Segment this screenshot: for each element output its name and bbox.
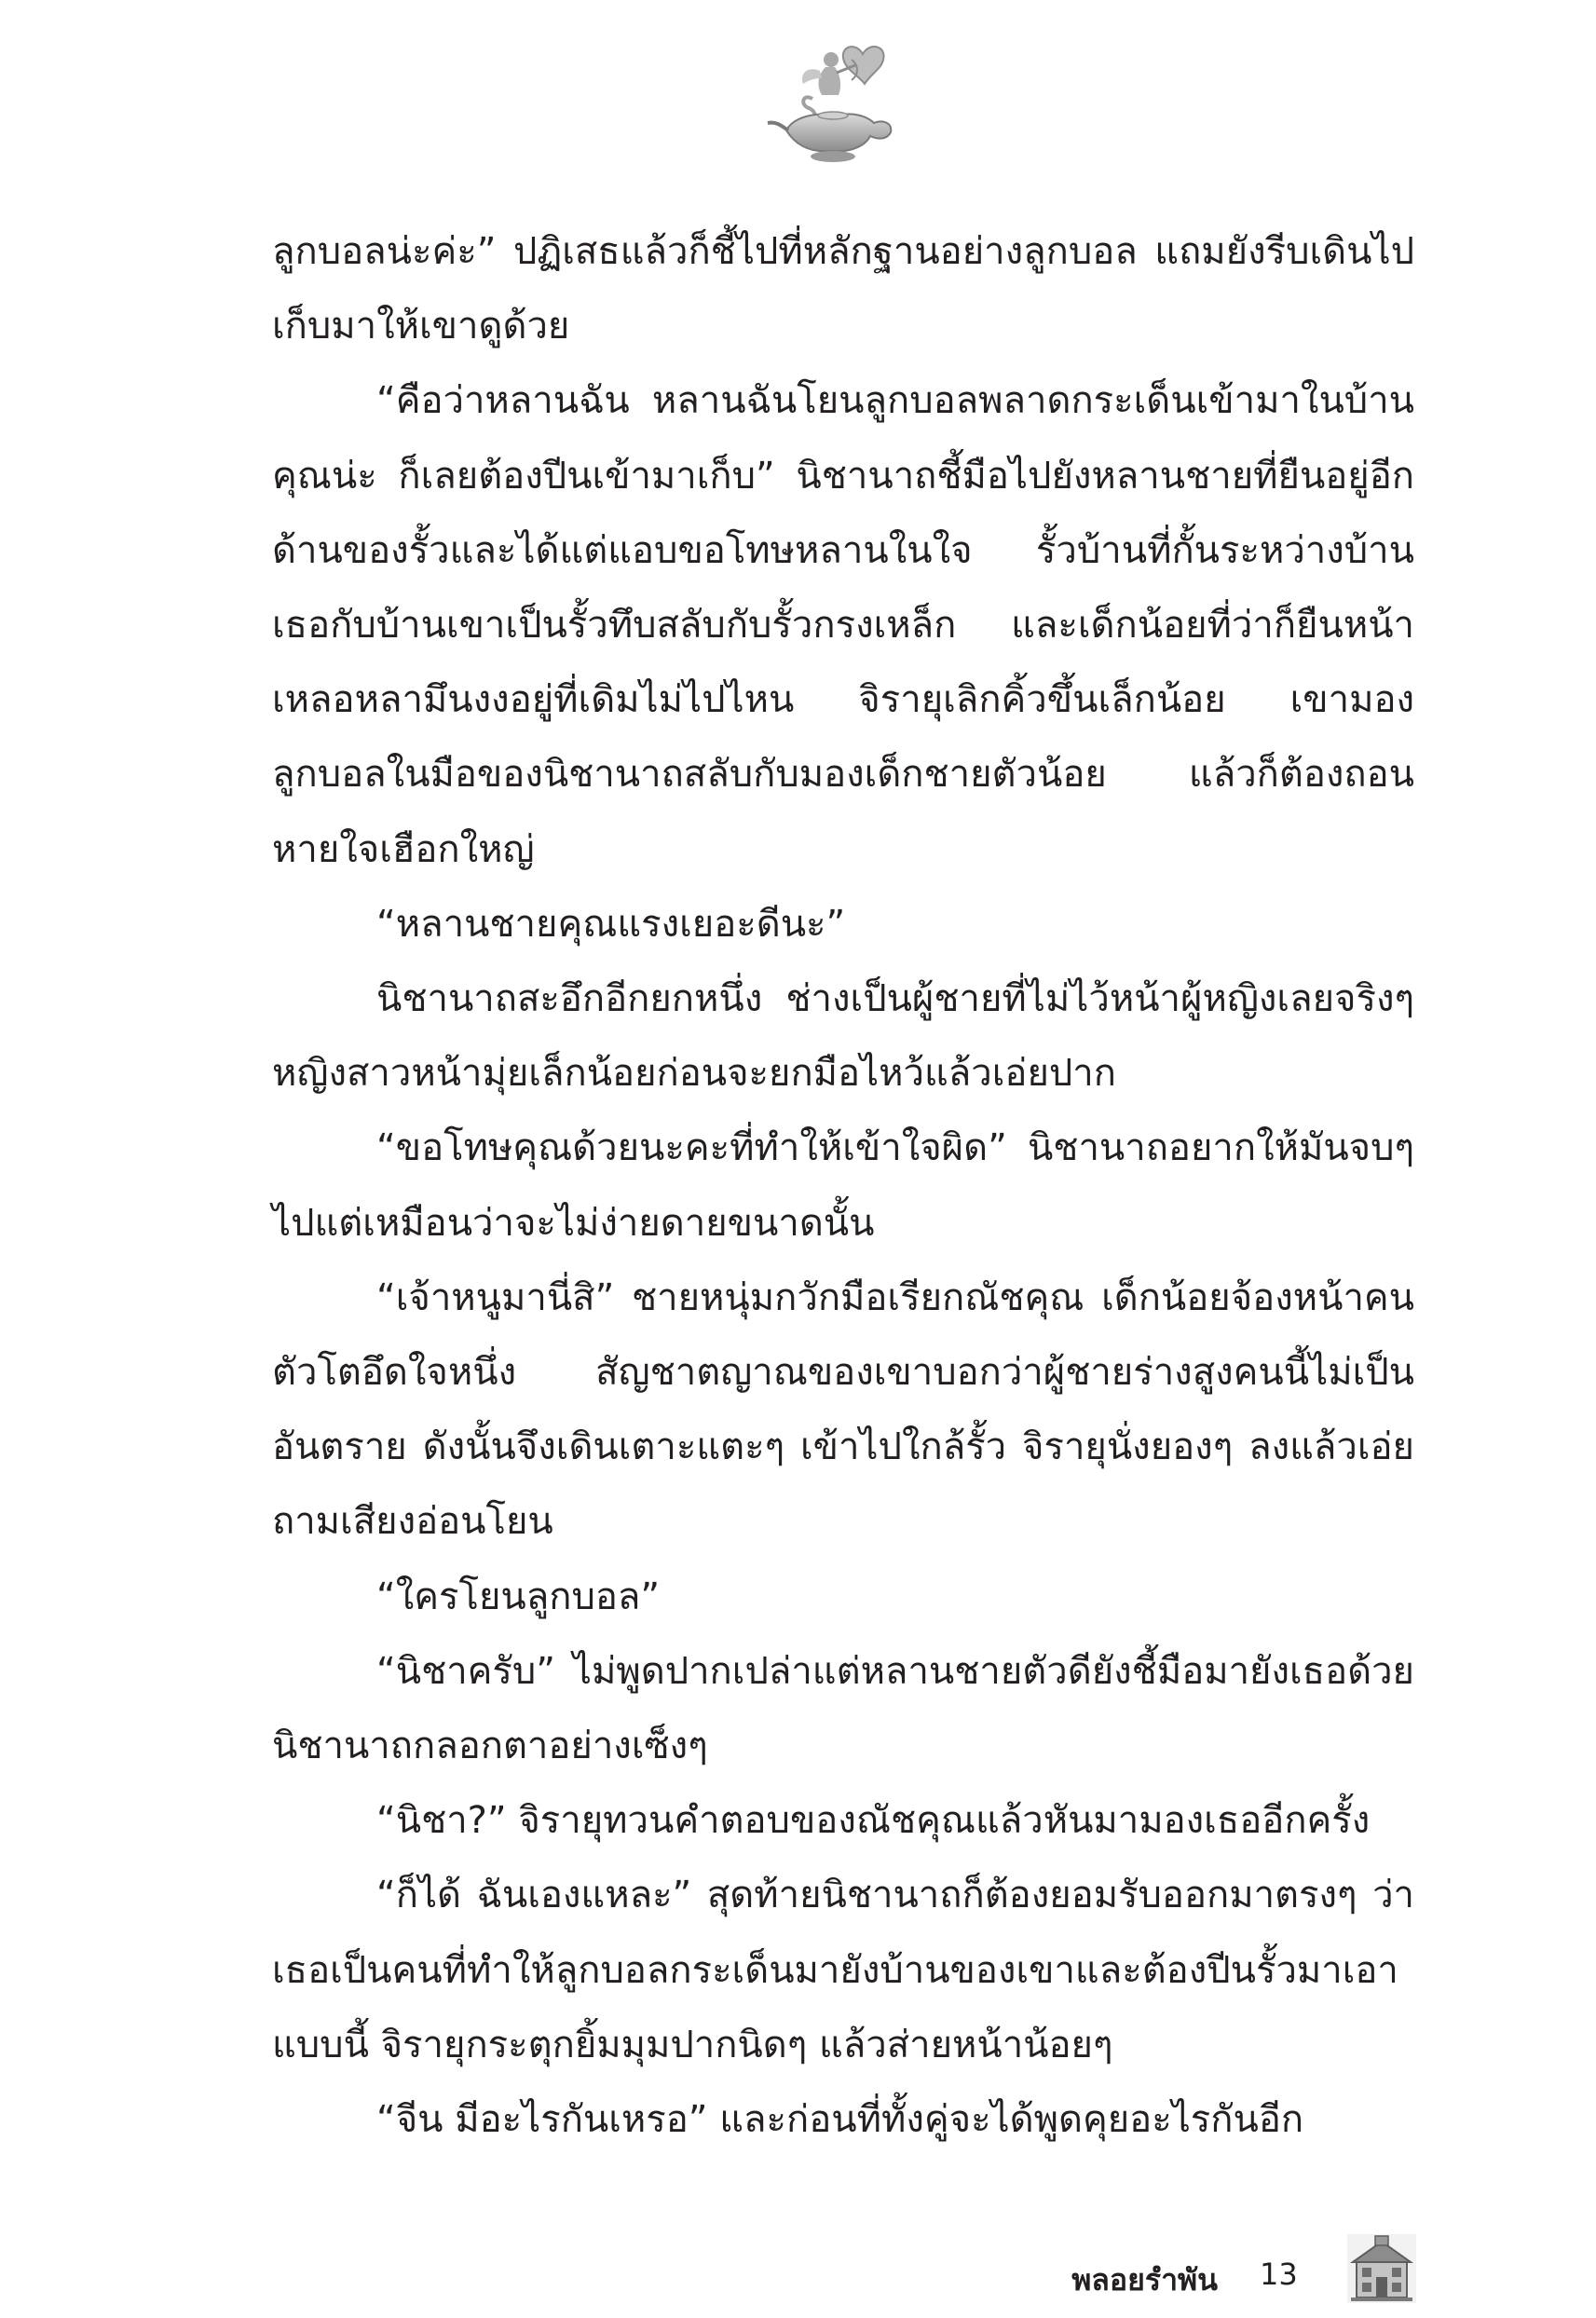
- body-text: [272, 214, 1414, 2157]
- paragraph-9: “นิชา?” จิรายุทวนคำตอบของณัชคุณแล้วหันมามองเธออีกครั้ง: [376, 1799, 1371, 1843]
- paragraph-7: “ใครโยนลูกบอล”: [376, 1575, 661, 1618]
- paragraph-3: “หลานชายคุณแรงเยอะดีนะ”: [376, 902, 846, 946]
- book-title: พลอยรำพัน: [1071, 2262, 1218, 2298]
- paragraph-4: นิชานาถสะอึกอีกยกหนึ่ง ช่างเป็นผู้ชายที่ไม่ไว้หน้าผู้หญิงเลยจริงๆ หญิงสาวหน้ามุ่ยเล็กน้อยก่อนจะยกมือไหว้แล้วเอ่ยปาก: [272, 977, 1414, 1096]
- paragraph-6: “เจ้าหนูมานี่สิ” ชายหนุ่มกวักมือเรียกณัชคุณ เด็กน้อยจ้องหน้าคนตัวโตอึดใจหนึ่ง สัญชาตญาณของเขาบอกว่าผู้ชายร่างสูงคนนี้ไม่เป็นอันตราย ดังนั้นจึงเดินเตาะแตะๆ เข้าไปใกล้รั้ว จิรายุนั่งยองๆ ลงแล้วเอ่ยถามเสียงอ่อนโยน: [272, 1275, 1414, 1544]
- page-footer: [0, 2234, 1596, 2318]
- magic-lamp-ornament-icon: [762, 37, 902, 168]
- paragraph-10: “ก็ได้ ฉันเองแหละ” สุดท้ายนิชานาถก็ต้องยอมรับออกมาตรงๆ ว่าเธอเป็นคนที่ทำให้ลูกบอลกระเด็นมายังบ้านของเขาและต้องปีนรั้วมาเอาแบบนี้ จิรายุกระตุกยิ้มมุมปากนิดๆ แล้วส่ายหน้าน้อยๆ: [272, 1874, 1414, 2066]
- paragraph-2: “คือว่าหลานฉัน หลานฉันโยนลูกบอลพลาดกระเด็นเข้ามาในบ้านคุณน่ะ ก็เลยต้องปีนเข้ามาเก็บ” นิชานาถชี้มือไปยังหลานชายที่ยืนอยู่อีกด้านของรั้วและได้แต่แอบขอโทษหลานในใจ รั้วบ้านที่กั้นระหว่างบ้านเธอกับบ้านเขาเป็นรั้วทึบสลับกับรั้วกรงเหล็ก และเด็กน้อยที่ว่าก็ยืนหน้าเหลอหลามึนงงอยู่ที่เดิมไม่ไปไหน จิรายุเลิกคิ้วขึ้นเล็กน้อย เขามองลูกบอลในมือของนิชานาถสลับกับมองเด็กชายตัวน้อย แล้วก็ต้องถอนหายใจเฮือกใหญ่: [272, 379, 1414, 871]
- page-number: 13: [1260, 2257, 1298, 2292]
- paragraph-5: “ขอโทษคุณด้วยนะคะที่ทำให้เข้าใจผิด” นิชานาถอยากให้มันจบๆ ไปแต่เหมือนว่าจะไม่ง่ายดายขนาดนั้น: [272, 1126, 1414, 1245]
- paragraph-1: ลูกบอลน่ะค่ะ” ปฏิเสธแล้วก็ชี้ไปที่หลักฐานอย่างลูกบอล แถมยังรีบเดินไปเก็บมาให้เขาดูด้วย: [272, 230, 1414, 348]
- paragraph-8: “นิชาครับ” ไม่พูดปากเปล่าแต่หลานชายตัวดียังชี้มือมายังเธอด้วย นิชานาถกลอกตาอย่างเซ็งๆ: [272, 1649, 1414, 1768]
- house-icon: [1347, 2234, 1416, 2303]
- paragraph-11: “จีน มีอะไรกันเหรอ” และก่อนที่ทั้งคู่จะได้พูดคุยอะไรกันอีก: [376, 2098, 1304, 2142]
